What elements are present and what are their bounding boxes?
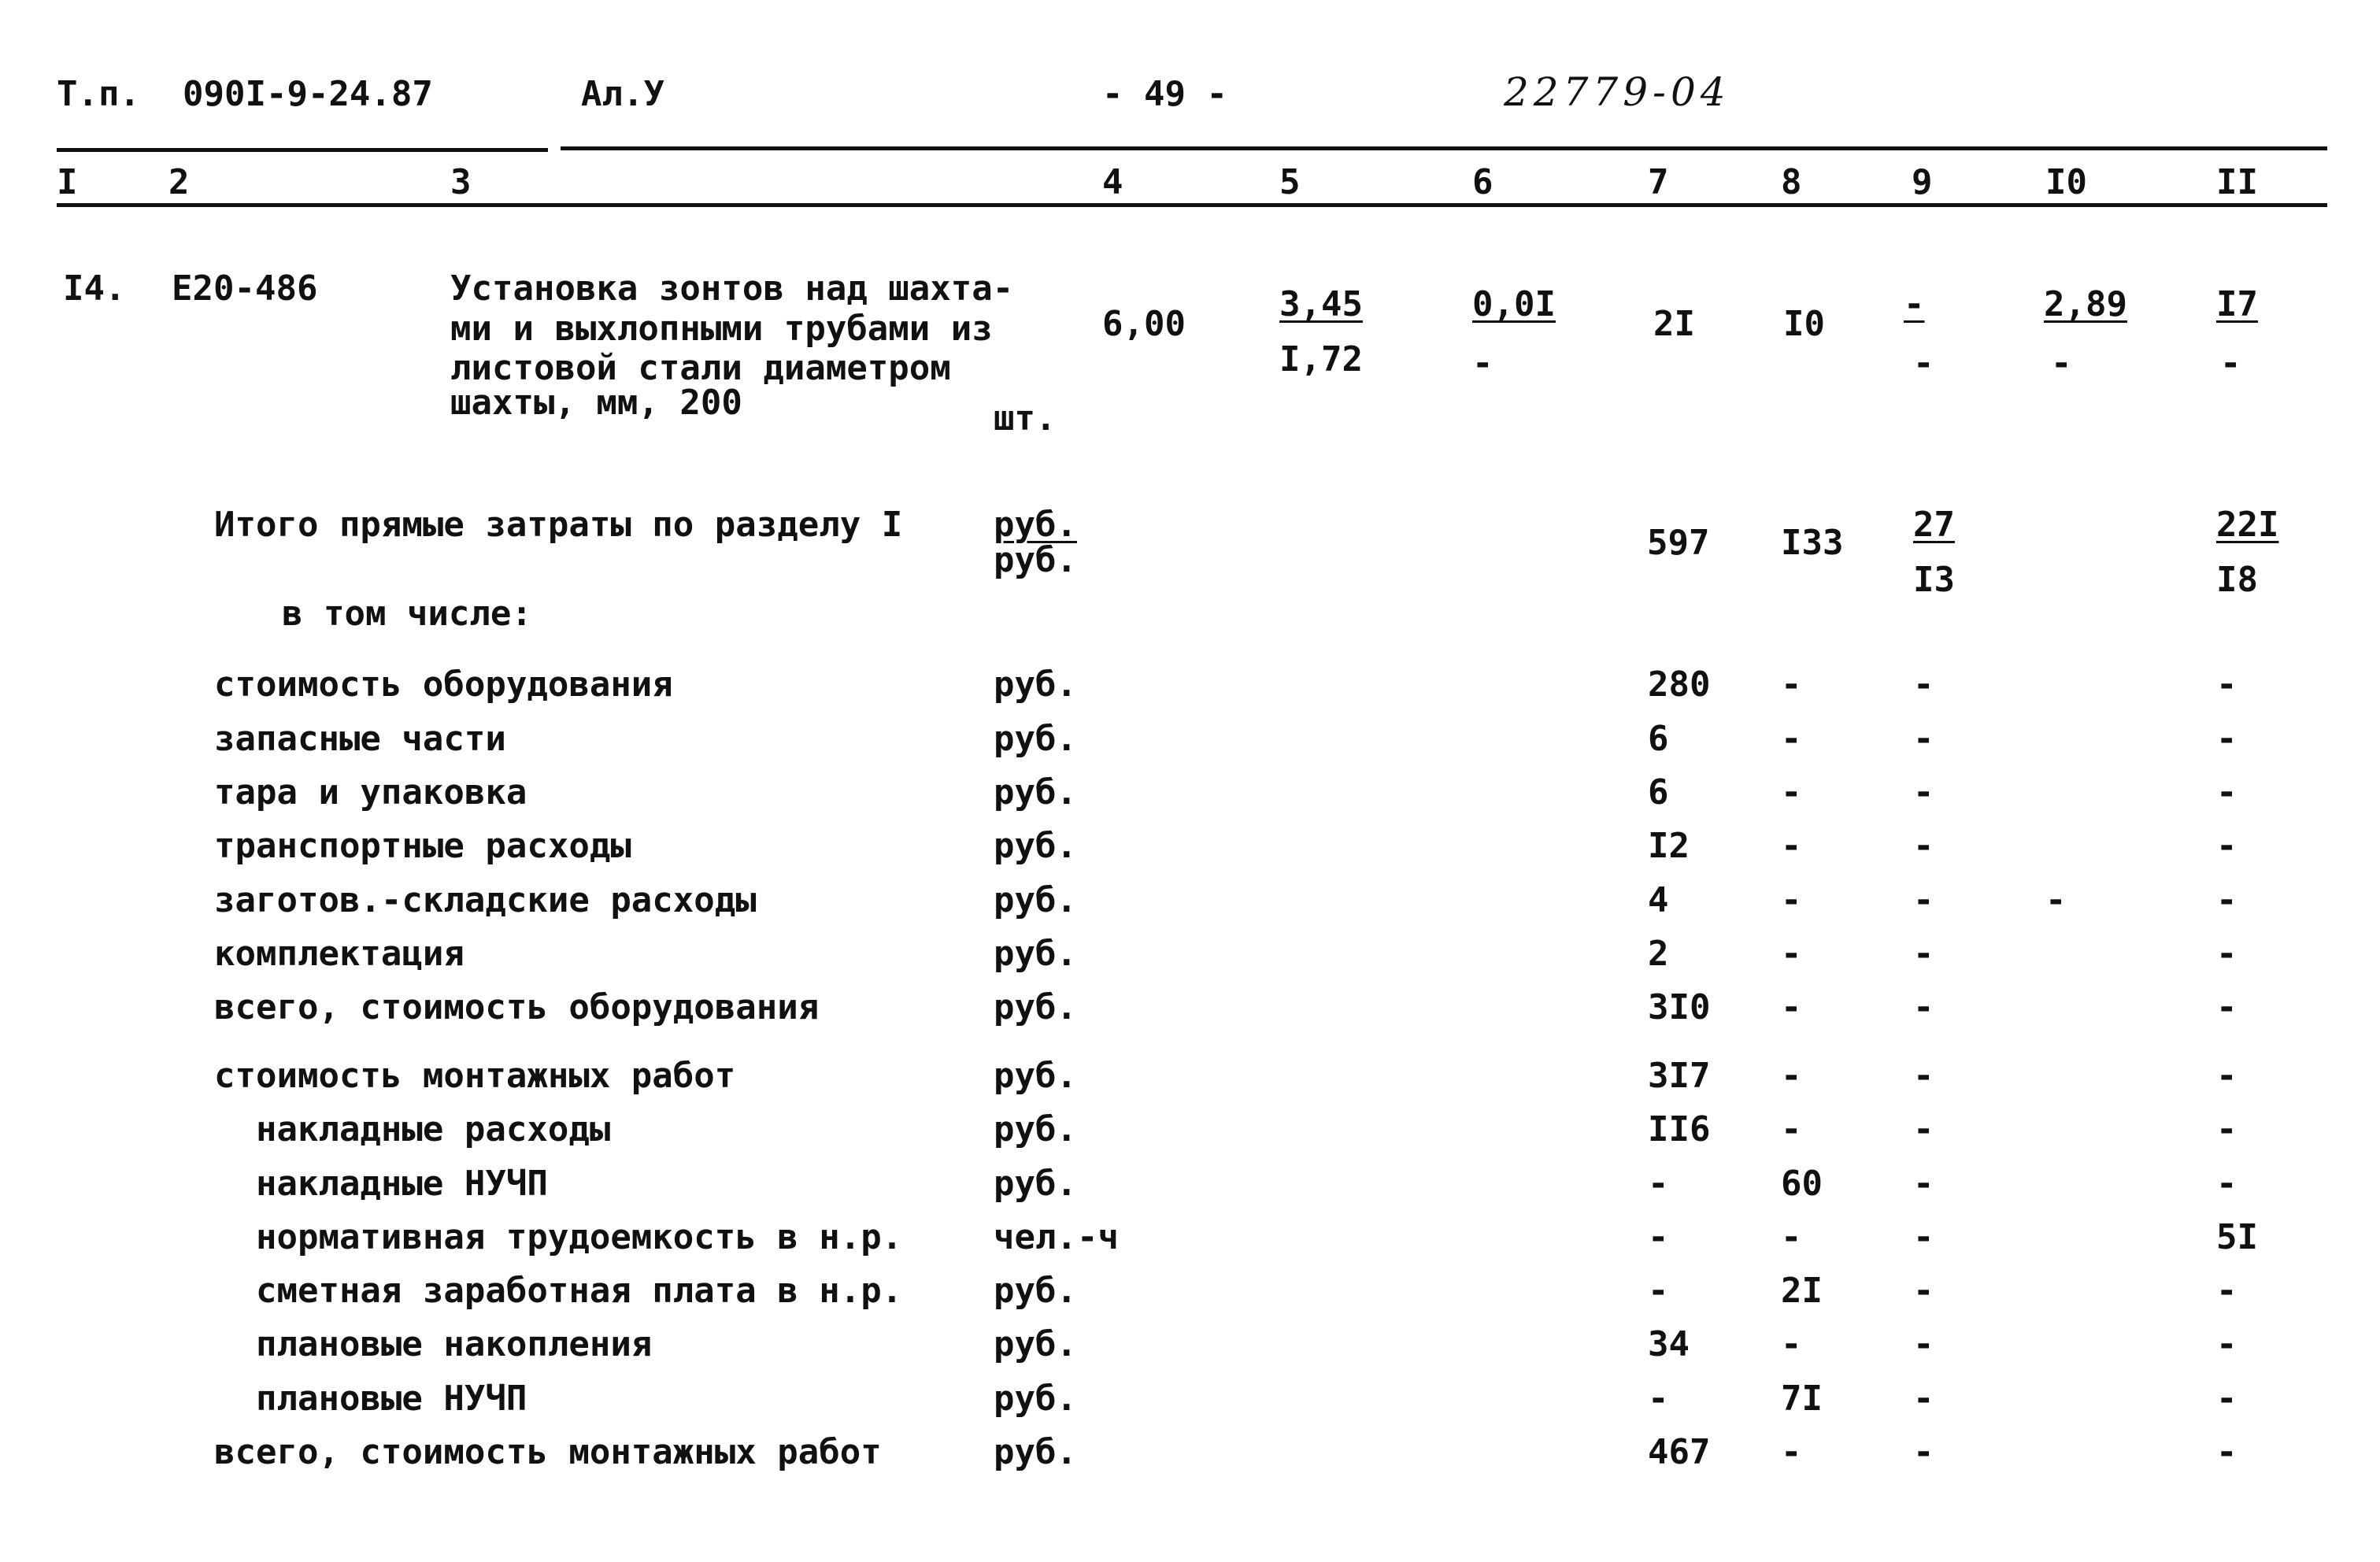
row-col9: - (1913, 1324, 1934, 1364)
row-col11: - (2216, 1432, 2237, 1472)
item-col7: 2I (1653, 304, 1695, 344)
row-label: тара и упаковка (214, 772, 527, 812)
row-col9: - (1913, 1432, 1934, 1472)
item-desc-line-3: листовой стали диаметром (450, 348, 951, 388)
row-col7: 34 (1648, 1324, 1690, 1364)
project-code: 090I-9-24.87 (183, 74, 433, 114)
row-unit: руб. (994, 1324, 1077, 1364)
total-col7: 597 (1647, 523, 1710, 563)
item-desc-line-4: шахты, мм, 200 (450, 383, 742, 423)
row-col8: - (1781, 987, 1802, 1027)
item-col11-top: I7 (2216, 284, 2258, 324)
row-col7: - (1648, 1164, 1669, 1204)
row-col9: - (1913, 772, 1934, 812)
row-col11: - (2216, 719, 2237, 759)
total-col9-bottom: I3 (1913, 560, 1955, 600)
row-col9: - (1913, 880, 1934, 920)
total-label: Итого прямые затраты по разделу I (214, 505, 903, 545)
item-desc-line-1: Установка зонтов над шахта- (450, 268, 1014, 309)
row-col7: - (1648, 1217, 1669, 1257)
row-col7: 3I7 (1648, 1056, 1711, 1096)
item-col6-bottom: - (1472, 343, 1494, 383)
item-col11-bottom: - (2220, 343, 2241, 383)
item-col10-bottom: - (2051, 343, 2072, 383)
row-col8: - (1781, 826, 1802, 866)
row-label: заготов.-складские расходы (214, 880, 757, 920)
row-unit: руб. (994, 772, 1077, 812)
row-col7: I2 (1648, 826, 1690, 866)
row-unit: руб. (994, 1056, 1077, 1096)
total-col11-bottom: I8 (2216, 560, 2258, 600)
row-label: нормативная трудоемкость в н.р. (214, 1217, 903, 1257)
total-col9-top: 27 (1913, 505, 1955, 545)
column-number: I (57, 162, 78, 202)
row-col11: - (2216, 1164, 2237, 1204)
column-number: 2 (168, 162, 190, 202)
row-col9: - (1913, 719, 1934, 759)
row-col11: - (2216, 1271, 2237, 1311)
row-col8: - (1781, 1217, 1802, 1257)
column-number: 6 (1472, 162, 1494, 202)
row-label: плановые накопления (214, 1324, 653, 1364)
row-col7: 467 (1648, 1432, 1711, 1472)
row-col11: - (2216, 1324, 2237, 1364)
header-rule-left (57, 148, 548, 152)
row-col8: - (1781, 664, 1802, 705)
row-label: стоимость оборудования (214, 664, 673, 705)
row-col11: - (2216, 934, 2237, 974)
row-col8: 60 (1781, 1164, 1823, 1204)
total-unit-bottom: руб. (994, 540, 1077, 580)
row-col11: - (2216, 987, 2237, 1027)
item-col8: I0 (1783, 304, 1825, 344)
row-col11: 5I (2216, 1217, 2258, 1257)
row-unit: руб. (994, 934, 1077, 974)
row-col8: 2I (1781, 1271, 1823, 1311)
item-unit: шт. (994, 398, 1057, 439)
row-col11: - (2216, 880, 2237, 920)
row-label: всего, стоимость оборудования (214, 987, 820, 1027)
row-label: сметная заработная плата в н.р. (214, 1271, 903, 1311)
row-col9: - (1913, 987, 1934, 1027)
column-number: II (2216, 162, 2258, 202)
row-col8: - (1781, 1056, 1802, 1096)
column-number: 7 (1648, 162, 1669, 202)
row-unit: руб. (994, 1432, 1077, 1472)
item-quantity: 6,00 (1102, 304, 1186, 344)
album-label: Ал.У (581, 74, 664, 114)
item-code: Е20-486 (172, 268, 318, 309)
row-label: стоимость монтажных работ (214, 1056, 736, 1096)
column-number: 9 (1912, 162, 1933, 202)
row-col9: - (1913, 934, 1934, 974)
page-number: - 49 - (1102, 74, 1227, 114)
total-col11-top: 22I (2216, 505, 2279, 545)
item-col5-top: 3,45 (1279, 284, 1363, 324)
row-col8: - (1781, 719, 1802, 759)
column-number: 8 (1781, 162, 1802, 202)
column-number: 5 (1279, 162, 1301, 202)
header-rule-right (561, 146, 2327, 150)
row-col11: - (2216, 1056, 2237, 1096)
row-unit: руб. (994, 719, 1077, 759)
row-col7: 4 (1648, 880, 1669, 920)
row-unit: руб. (994, 1379, 1077, 1419)
row-col11: - (2216, 1379, 2237, 1419)
row-label: комплектация (214, 934, 465, 974)
column-number: I0 (2045, 162, 2087, 202)
row-col7: 2 (1648, 934, 1669, 974)
row-col8: - (1781, 772, 1802, 812)
column-number: 3 (450, 162, 472, 202)
item-desc-line-2: ми и выхлопными трубами из (450, 309, 993, 349)
row-label: накладные НУЧП (214, 1164, 548, 1204)
item-col10-top: 2,89 (2044, 284, 2127, 324)
row-unit: руб. (994, 1271, 1077, 1311)
row-col9: - (1913, 1379, 1934, 1419)
row-col9: - (1913, 826, 1934, 866)
row-col7: II6 (1648, 1109, 1711, 1149)
row-unit: руб. (994, 1109, 1077, 1149)
row-label: накладные расходы (214, 1109, 611, 1149)
item-col6-top: 0,0I (1472, 284, 1556, 324)
item-number: I4. (63, 268, 126, 309)
total-unit-top: руб. (994, 505, 1077, 545)
row-col7: 6 (1648, 772, 1669, 812)
row-col11: - (2216, 826, 2237, 866)
row-col7: 6 (1648, 719, 1669, 759)
total-col8: I33 (1781, 523, 1844, 563)
row-col9: - (1913, 664, 1934, 705)
item-col9-top: - (1904, 284, 1925, 324)
row-col11: - (2216, 772, 2237, 812)
row-col11: - (2216, 664, 2237, 705)
row-col7: 3I0 (1648, 987, 1711, 1027)
item-col5-bottom: I,72 (1279, 339, 1363, 379)
row-col8: - (1781, 880, 1802, 920)
row-label: всего, стоимость монтажных работ (214, 1432, 882, 1472)
row-label: транспортные расходы (214, 826, 631, 866)
row-col9: - (1913, 1109, 1934, 1149)
row-unit: руб. (994, 987, 1077, 1027)
item-col9-bottom: - (1913, 343, 1934, 383)
row-col7: 280 (1648, 664, 1711, 705)
row-unit: чел.-ч (994, 1217, 1119, 1257)
document-number: 22779-04 (1504, 69, 1730, 115)
including-label: в том числе: (282, 594, 532, 634)
row-col11: - (2216, 1109, 2237, 1149)
column-number: 4 (1102, 162, 1123, 202)
row-col8: - (1781, 1324, 1802, 1364)
row-col8: 7I (1781, 1379, 1823, 1419)
row-col9: - (1913, 1271, 1934, 1311)
row-col9: - (1913, 1056, 1934, 1096)
row-col7: - (1648, 1271, 1669, 1311)
row-col8: - (1781, 1109, 1802, 1149)
row-col10: - (2045, 880, 2067, 920)
row-col8: - (1781, 1432, 1802, 1472)
row-col7: - (1648, 1379, 1669, 1419)
row-unit: руб. (994, 826, 1077, 866)
column-header-rule (57, 203, 2327, 207)
doc-type: Т.п. (57, 74, 140, 114)
row-col8: - (1781, 934, 1802, 974)
row-col9: - (1913, 1164, 1934, 1204)
row-label: плановые НУЧП (214, 1379, 527, 1419)
row-label: запасные части (214, 719, 506, 759)
row-unit: руб. (994, 880, 1077, 920)
row-unit: руб. (994, 1164, 1077, 1204)
row-col9: - (1913, 1217, 1934, 1257)
row-unit: руб. (994, 664, 1077, 705)
